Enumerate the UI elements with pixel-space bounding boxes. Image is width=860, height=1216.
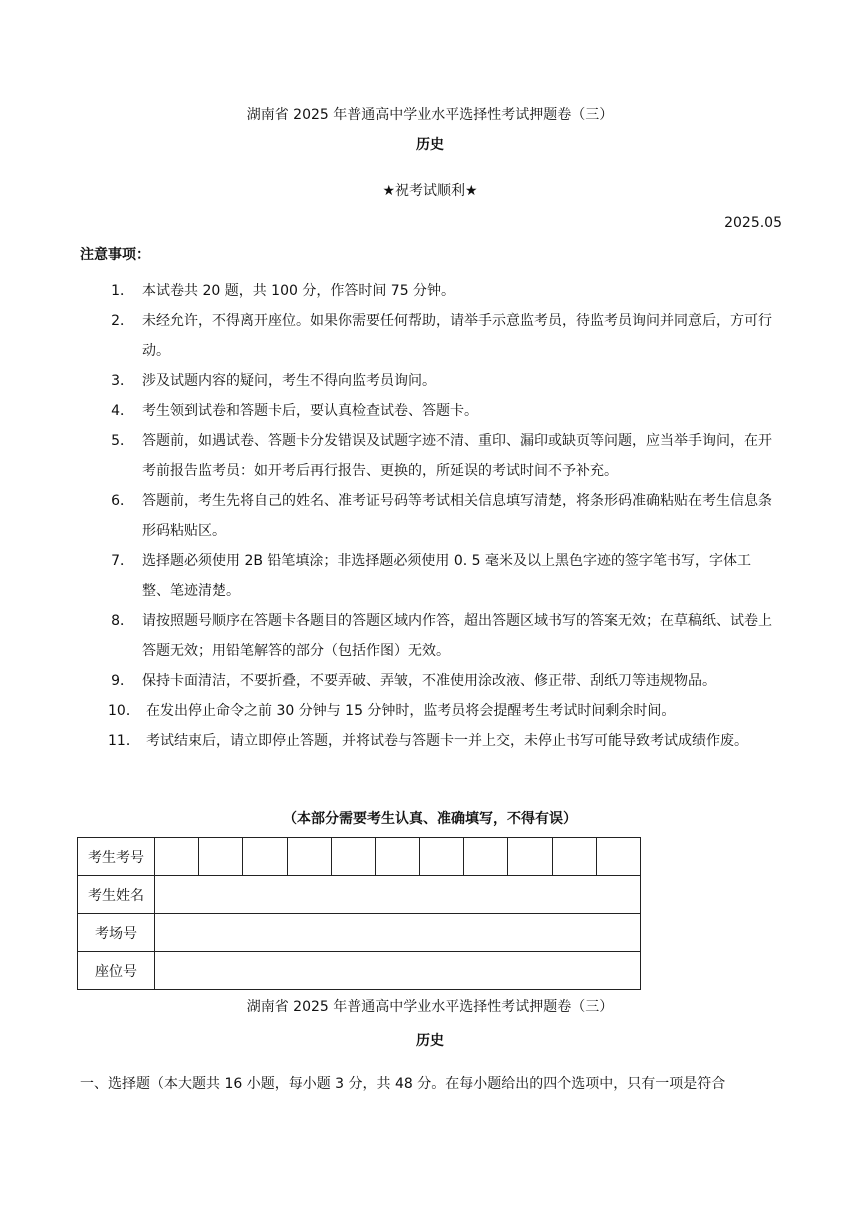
exam-number-digit-box[interactable] <box>287 838 331 876</box>
exam-number-row <box>78 838 641 876</box>
notice-item-number: 4． <box>111 403 134 419</box>
notice-item-number: 10． <box>108 703 140 719</box>
second-exam-title: 湖南省 2025 年普通高中学业水平选择性考试押题卷（三） <box>246 999 614 1015</box>
exam-number-digit-box[interactable] <box>464 838 508 876</box>
notice-item-number: 1． <box>111 283 134 299</box>
notice-item-text: 考生领到试卷和答题卡后，要认真检查试卷、答题卡。 <box>142 403 478 419</box>
notice-item-number: 9． <box>111 673 134 689</box>
notice-item <box>108 306 778 366</box>
notice-item <box>108 666 778 696</box>
notice-item-text: 涉及试题内容的疑问，考生不得向监考员询问。 <box>142 373 436 389</box>
exam-subject: 历史 <box>416 137 444 153</box>
name-label: 考生姓名 <box>78 876 155 914</box>
seat-row <box>78 952 641 990</box>
notice-item-text: 在发出停止命令之前 30 分钟与 15 分钟时，监考员将会提醒考生考试时间剩余时间。 <box>146 703 676 719</box>
notice-item-number: 3． <box>111 373 134 389</box>
exam-title: 湖南省 2025 年普通高中学业水平选择性考试押题卷（三） <box>246 107 614 123</box>
notice-item-text: 考试结束后，请立即停止答题，并将试卷与答题卡一并上交，未停止书写可能导致考试成绩作废。 <box>146 733 748 749</box>
exam-number-digit-box[interactable] <box>331 838 375 876</box>
candidate-info-table <box>77 837 641 990</box>
notice-item-text: 答题前，如遇试卷、答题卡分发错误及试题字迹不清、重印、漏印或缺页等问题，应当举手询问，在开考前报告监考员：如开考后再行报告、更换的，所延误的考试时间不予补充。 <box>142 433 772 479</box>
exam-date: 2025.05 <box>724 215 782 231</box>
notice-heading: 注意事项： <box>80 247 150 263</box>
room-row <box>78 914 641 952</box>
notice-item-number: 8． <box>111 613 134 629</box>
notice-item <box>108 726 778 756</box>
notice-item <box>108 276 778 306</box>
seat-field[interactable] <box>155 952 641 990</box>
notice-item-text: 本试卷共 20 题，共 100 分，作答时间 75 分钟。 <box>142 283 456 299</box>
exam-number-label: 考生考号 <box>78 838 155 876</box>
section-intro: 一、选择题（本大题共 16 小题，每小题 3 分，共 48 分。在每小题给出的四个选项中，只有一项是符合 <box>80 1076 726 1092</box>
notice-item-text: 保持卡面清洁，不要折叠，不要弄破、弄皱，不准使用涂改液、修正带、刮纸刀等违规物品。 <box>142 673 716 689</box>
name-row <box>78 876 641 914</box>
notice-item <box>108 366 778 396</box>
notice-item <box>108 426 778 486</box>
notice-item <box>108 486 778 546</box>
notice-item-text: 答题前，考生先将自己的姓名、准考证号码等考试相关信息填写清楚，将条形码准确粘贴在考生信息条形码粘贴区。 <box>142 493 772 539</box>
exam-number-digit-box[interactable] <box>420 838 464 876</box>
exam-number-digit-box[interactable] <box>375 838 419 876</box>
notice-item <box>108 696 778 726</box>
room-label: 考场号 <box>78 914 155 952</box>
name-field[interactable] <box>155 876 641 914</box>
exam-number-digit-box[interactable] <box>596 838 640 876</box>
seat-label: 座位号 <box>78 952 155 990</box>
exam-number-digit-box[interactable] <box>155 838 199 876</box>
notice-item-text: 请按照题号顺序在答题卡各题目的答题区域内作答，超出答题区域书写的答案无效；在草稿纸、试卷上答题无效；用铅笔解答的部分（包括作图）无效。 <box>142 613 772 659</box>
notice-item-text: 选择题必须使用 2B 铅笔填涂；非选择题必须使用 0. 5 毫米及以上黑色字迹的签字笔书写，字体工整、笔迹清楚。 <box>142 553 752 599</box>
notice-item-number: 2． <box>111 313 134 329</box>
exam-number-digit-box[interactable] <box>552 838 596 876</box>
notice-item <box>108 606 778 666</box>
room-field[interactable] <box>155 914 641 952</box>
good-luck-line: ★祝考试顺利★ <box>382 183 478 199</box>
notice-item-text: 未经允许，不得离开座位。如果你需要任何帮助，请举手示意监考员，待监考员询问并同意后，方可行动。 <box>142 313 772 359</box>
form-note: （本部分需要考生认真、准确填写，不得有误） <box>283 811 577 827</box>
exam-number-digit-box[interactable] <box>243 838 287 876</box>
exam-number-digit-box[interactable] <box>199 838 243 876</box>
notice-item-number: 11． <box>108 733 140 749</box>
second-exam-subject: 历史 <box>416 1033 444 1049</box>
notice-item <box>108 396 778 426</box>
notice-item <box>108 546 778 606</box>
notice-list <box>0 276 860 756</box>
notice-item-number: 7． <box>111 553 134 569</box>
notice-item-number: 6． <box>111 493 134 509</box>
notice-item-number: 5． <box>111 433 134 449</box>
exam-number-digit-box[interactable] <box>508 838 552 876</box>
